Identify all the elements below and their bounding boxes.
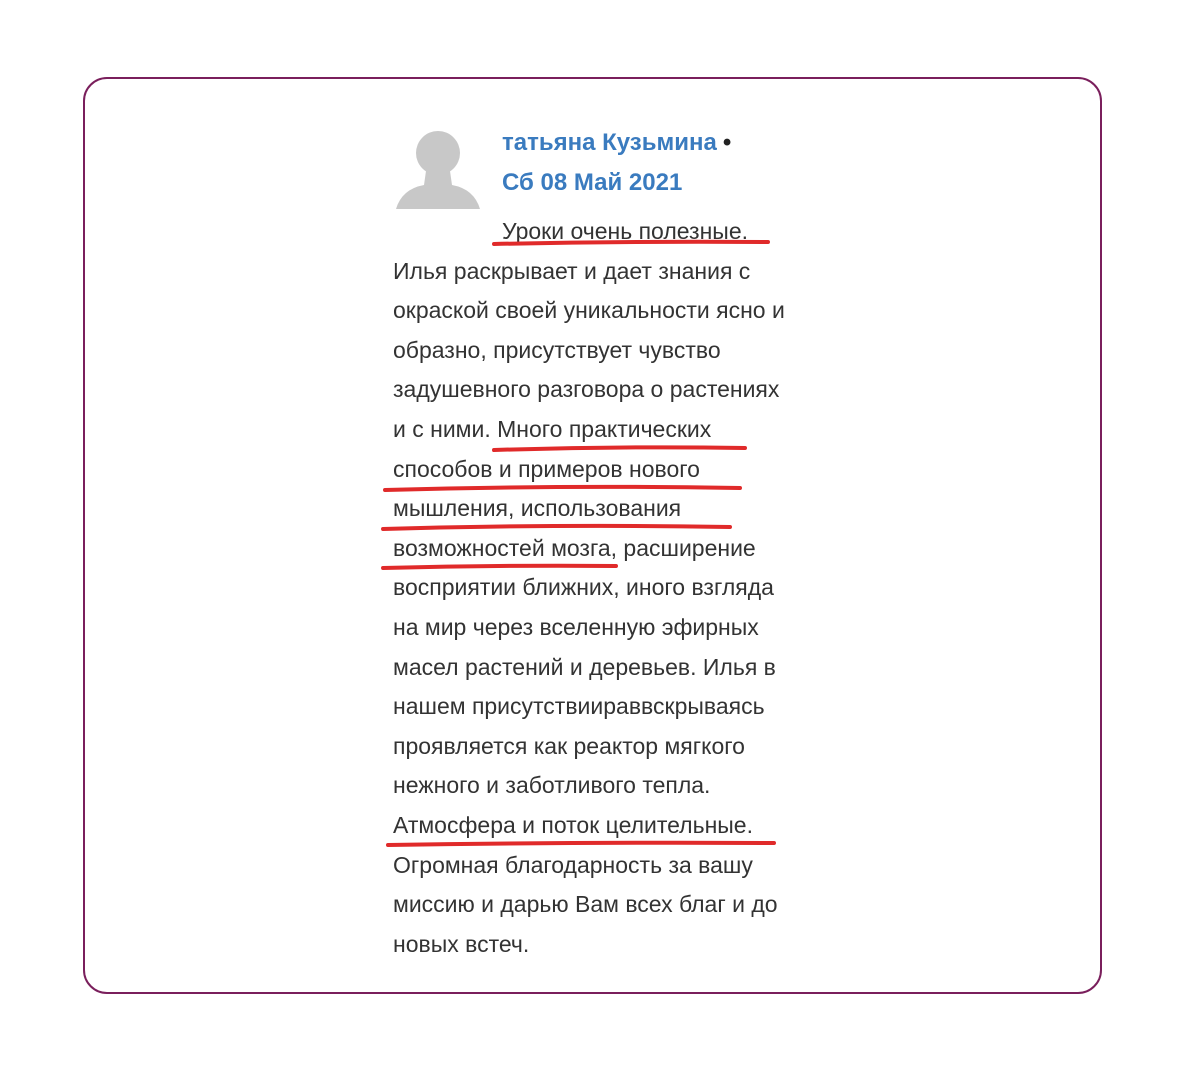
comment-line: новых встеч. xyxy=(393,930,530,957)
comment-line: образно, присутствует чувство xyxy=(393,336,721,363)
comment-line: Уроки очень полезные. xyxy=(502,218,749,244)
comment-body xyxy=(393,212,853,964)
comment-line: миссию и дарью Вам всех благ и до xyxy=(393,891,778,918)
user-silhouette-icon xyxy=(394,127,482,209)
comment-line: способов и примеров нового xyxy=(393,455,700,482)
separator-dot: • xyxy=(722,129,732,156)
comment-line: и с ними. Много практических xyxy=(393,415,712,442)
comment-line: возможностей мозга, расширение xyxy=(393,534,756,561)
comment-line: на мир через вселенную эфирных xyxy=(393,613,759,640)
author-name[interactable]: татьяна Кузьмина xyxy=(502,129,717,156)
comment-line: Илья раскрывает и дает знания с xyxy=(393,257,751,284)
comment-line: проявляется как реактор мягкого xyxy=(393,732,745,759)
comment-line: мышления, использования xyxy=(393,495,682,522)
comment-line: нежного и заботливого тепла. xyxy=(393,772,711,799)
comment-line: задушевного разговора о растениях xyxy=(393,376,780,403)
comment-line: восприятии ближних, иного взгляда xyxy=(393,574,774,601)
comment-line: масел растений и деревьев. Илья в xyxy=(393,653,776,680)
comment-line: нашем присутствиираввскрываясь xyxy=(393,693,765,720)
comment-line: Атмосфера и поток целительные. xyxy=(393,811,753,838)
comment-date[interactable]: Сб 08 Май 2021 xyxy=(502,169,683,196)
comment-line: окраской своей уникальности ясно и xyxy=(393,297,785,324)
comment-line: Огромная благодарность за вашу xyxy=(393,851,753,878)
comment-author[interactable] xyxy=(502,127,731,159)
